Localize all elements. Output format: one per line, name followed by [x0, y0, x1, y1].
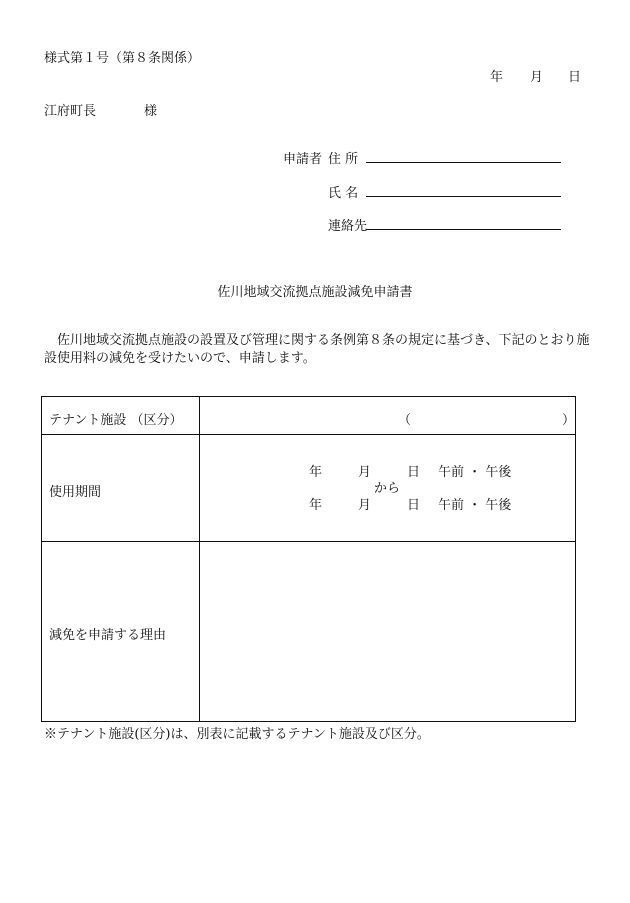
form-number: 様式第１号（第８条関係） [44, 51, 201, 66]
name-underline[interactable] [366, 196, 561, 197]
period-from-label: から [374, 481, 401, 496]
name-label: 氏 名 [328, 186, 359, 201]
application-table [41, 396, 576, 722]
tenant-label: テナント施設 （区分） [49, 413, 183, 428]
date-month-label: 月 [530, 70, 544, 85]
period-end-day: 日 [407, 498, 421, 513]
address-label: 住 所 [328, 152, 359, 167]
applicant-label: 申請者 [283, 152, 323, 167]
document-title: 佐川地域交流拠点施設減免申請書 [217, 285, 413, 300]
tenant-input-area[interactable] [217, 403, 547, 429]
addressee-name: 江府町長 [44, 104, 97, 119]
table-row-reason [42, 542, 575, 721]
table-row-period [42, 435, 575, 542]
period-start-year: 年 [309, 465, 323, 480]
reason-input-area[interactable] [206, 548, 566, 714]
period-end-month: 月 [358, 498, 372, 513]
period-end-year: 年 [309, 498, 323, 513]
date-day-label: 日 [568, 70, 582, 85]
tenant-paren-open: （ [398, 413, 412, 428]
period-label: 使用期間 [49, 485, 102, 500]
period-start-day: 日 [407, 465, 421, 480]
date-year-label: 年 [490, 70, 504, 85]
contact-underline[interactable] [366, 229, 561, 230]
period-end-ampm: 午前 ・ 午後 [438, 498, 512, 513]
address-underline[interactable] [366, 162, 561, 163]
table-row-tenant [42, 397, 575, 435]
body-text-line1: 佐川地域交流拠点施設の設置及び管理に関する条例第８条の規定に基づき、下記のとおり施 [57, 333, 590, 348]
tenant-paren-close: ） [562, 413, 576, 428]
footnote: ※テナント施設(区分)は、別表に記載するテナント施設及び区分。 [44, 727, 430, 742]
addressee-honorific: 様 [144, 104, 158, 119]
body-text-line2: 設使用料の減免を受けたいので、申請します。 [44, 351, 316, 366]
period-start-month: 月 [358, 465, 372, 480]
contact-label: 連絡先 [328, 219, 368, 234]
reason-label: 減免を申請する理由 [49, 628, 167, 643]
period-start-ampm: 午前 ・ 午後 [438, 465, 512, 480]
